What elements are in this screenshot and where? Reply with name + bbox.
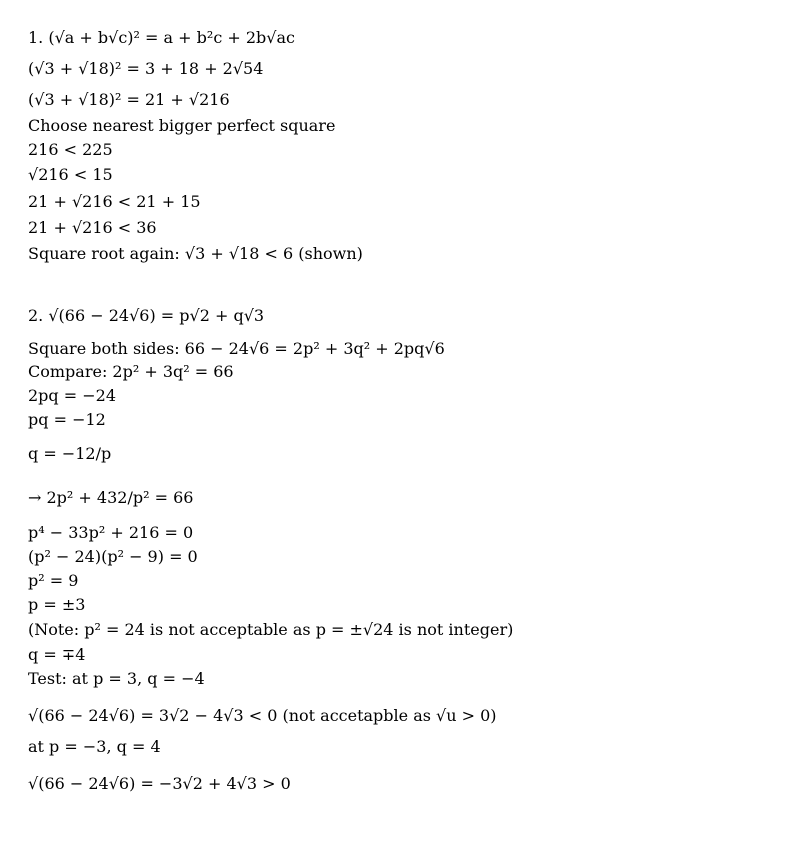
- step-line: 2pq = −24: [28, 386, 117, 405]
- step-line: 216 < 225: [28, 140, 113, 159]
- step-line: q = ∓4: [28, 645, 86, 664]
- step-line: √(66 − 24√6) = −3√2 + 4√3 > 0: [28, 774, 291, 793]
- step-line: Choose nearest bigger perfect square: [28, 116, 336, 135]
- step-line: at p = −3, q = 4: [28, 737, 161, 756]
- step-line: p⁴ − 33p² + 216 = 0: [28, 523, 194, 542]
- step-line: pq = −12: [28, 410, 106, 429]
- step-line: (Note: p² = 24 is not acceptable as p = ±√24 is not integer): [28, 620, 514, 639]
- step-line: 1. (√a + b√c)² = a + b²c + 2b√ac: [28, 28, 295, 47]
- step-line: q = −12/p: [28, 444, 112, 463]
- step-line: Test: at p = 3, q = −4: [28, 669, 205, 688]
- step-line: (p² − 24)(p² − 9) = 0: [28, 547, 198, 566]
- step-line: √216 < 15: [28, 165, 113, 184]
- step-line: 21 + √216 < 36: [28, 218, 157, 237]
- step-line: (√3 + √18)² = 21 + √216: [28, 90, 230, 109]
- step-line: 2. √(66 − 24√6) = p√2 + q√3: [28, 306, 265, 325]
- step-line: √(66 − 24√6) = 3√2 − 4√3 < 0 (not accetapble as √u > 0): [28, 706, 497, 725]
- step-line: p² = 9: [28, 571, 79, 590]
- step-line: Compare: 2p² + 3q² = 66: [28, 362, 234, 381]
- step-line: → 2p² + 432/p² = 66: [28, 488, 194, 507]
- step-line: Square both sides: 66 − 24√6 = 2p² + 3q² + 2pq√6: [28, 339, 445, 358]
- step-line: p = ±3: [28, 595, 86, 614]
- step-line: (√3 + √18)² = 3 + 18 + 2√54: [28, 59, 264, 78]
- step-line: 21 + √216 < 21 + 15: [28, 192, 201, 211]
- step-line: Square root again: √3 + √18 < 6 (shown): [28, 244, 363, 263]
